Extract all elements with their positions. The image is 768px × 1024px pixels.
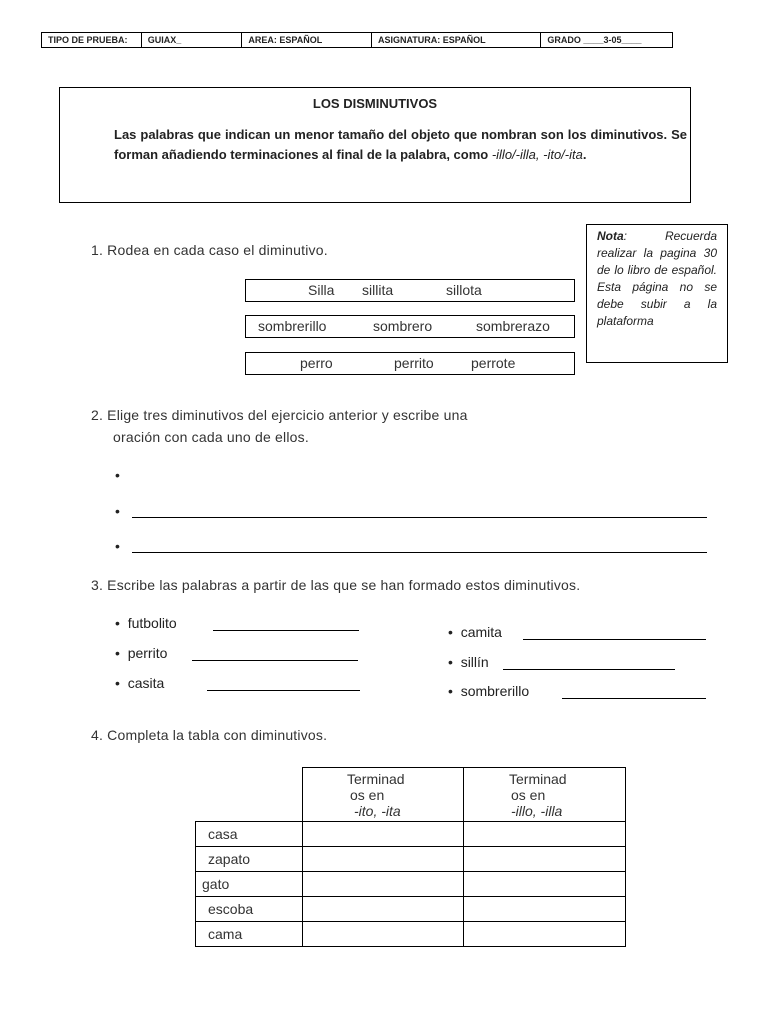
q3-answer-line[interactable]	[503, 669, 675, 670]
table-header-ito-line2: os en	[350, 787, 385, 803]
intro-text	[114, 125, 687, 165]
table-cell-ito[interactable]	[303, 822, 464, 847]
table-row-label: gato	[196, 872, 303, 897]
table-corner	[196, 768, 303, 822]
table-cell-illo[interactable]	[464, 847, 626, 872]
q1-word[interactable]: perrote	[471, 355, 516, 371]
table-cell-illo[interactable]	[464, 872, 626, 897]
q2-bullet-3: •	[115, 538, 120, 554]
q2-bullet-1: •	[115, 467, 120, 483]
note-text: : Recuerda realizar la pagina 30 de lo libro de español. Esta página no se debe subir a la plataforma	[597, 229, 717, 328]
header-subject: ASIGNATURA: ESPAÑOL	[372, 33, 541, 47]
q3-word-camita: camita	[460, 624, 502, 640]
diminutive-table	[195, 767, 626, 947]
q1-word[interactable]: sombrero	[373, 318, 433, 334]
header-bar	[41, 32, 673, 48]
table-header-ito	[303, 768, 464, 822]
table-row-label: cama	[196, 922, 303, 947]
q3-left-bullet: • perrito	[115, 645, 168, 661]
q1-prompt: 1. Rodea en cada caso el diminutivo.	[91, 242, 328, 258]
table-cell-ito[interactable]	[303, 872, 464, 897]
q1-row-3	[245, 352, 575, 375]
table-cell-illo[interactable]	[464, 922, 626, 947]
table-header-illo-line3: -illo, -illa	[511, 803, 563, 819]
q1-word[interactable]: perrito	[394, 355, 434, 371]
q3-right-bullet: • sombrerillo	[448, 683, 530, 699]
q3-word-perrito: perrito	[127, 645, 168, 661]
q3-answer-line[interactable]	[562, 698, 706, 699]
table-cell-ito[interactable]	[303, 897, 464, 922]
table-header-illo-line1: Terminad	[509, 771, 567, 787]
intro-text-bold: Las palabras que indican un menor tamaño del objeto que nombran son los diminutivos. Se forman añadiendo terminaciones al final de la palabra, como	[114, 127, 687, 162]
q3-word-futbolito: futbolito	[127, 615, 177, 631]
q1-row-2	[245, 315, 575, 338]
header-area: AREA: ESPAÑOL	[242, 33, 372, 47]
intro-text-end: .	[582, 147, 587, 162]
q3-prompt: 3. Escribe las palabras a partir de las que se han formado estos diminutivos.	[91, 577, 581, 593]
q3-word-sillin: sillín	[460, 654, 489, 670]
header-guide: GUIAX_	[142, 33, 243, 47]
table-header-ito-line3: -ito, -ita	[354, 803, 401, 819]
table-header-illo-line2: os en	[511, 787, 546, 803]
q2-answer-line-3[interactable]	[132, 552, 707, 553]
table-header-ito-line1: Terminad	[347, 771, 405, 787]
q2-prompt-line1: 2. Elige tres diminutivos del ejercicio anterior y escribe una	[91, 407, 468, 423]
q3-left-bullet: • casita	[115, 675, 165, 691]
q3-answer-line[interactable]	[207, 690, 360, 691]
intro-box	[59, 87, 691, 203]
table-row-label: casa	[196, 822, 303, 847]
header-grade: GRADO ____3-05____	[547, 35, 642, 45]
q1-word[interactable]: Silla	[308, 282, 335, 298]
q2-prompt-line2: oración con cada uno de ellos.	[113, 429, 309, 445]
note-box	[586, 224, 728, 363]
q3-word-sombrerillo: sombrerillo	[460, 683, 530, 699]
q1-row-1	[245, 279, 575, 302]
table-header-illo	[464, 768, 626, 822]
q3-answer-line[interactable]	[192, 660, 358, 661]
table-row-label: escoba	[196, 897, 303, 922]
q1-word[interactable]: sillita	[362, 282, 394, 298]
q1-word[interactable]: sillota	[446, 282, 482, 298]
note-label: Nota	[597, 229, 624, 243]
intro-text-endings: -illo/-illa, -ito/-ita	[491, 147, 583, 162]
intro-title: LOS DISMINUTIVOS	[312, 96, 438, 111]
q2-bullet-2: •	[115, 503, 120, 519]
table-row-label: zapato	[196, 847, 303, 872]
q3-word-casita: casita	[127, 675, 165, 691]
table-cell-illo[interactable]	[464, 897, 626, 922]
q4-prompt: 4. Completa la tabla con diminutivos.	[91, 727, 328, 743]
q3-answer-line[interactable]	[213, 630, 359, 631]
q1-word[interactable]: sombrerazo	[476, 318, 550, 334]
q3-left-bullet: • futbolito	[115, 615, 177, 631]
table-cell-illo[interactable]	[464, 822, 626, 847]
q3-right-bullet: • sillín	[448, 654, 489, 670]
table-cell-ito[interactable]	[303, 922, 464, 947]
q3-right-bullet: • camita	[448, 624, 502, 640]
q1-word[interactable]: sombrerillo	[258, 318, 327, 334]
header-test-type: TIPO DE PRUEBA:	[42, 33, 142, 47]
q2-answer-line-2[interactable]	[132, 517, 707, 518]
q1-word[interactable]: perro	[300, 355, 333, 371]
q3-answer-line[interactable]	[523, 639, 706, 640]
table-cell-ito[interactable]	[303, 847, 464, 872]
